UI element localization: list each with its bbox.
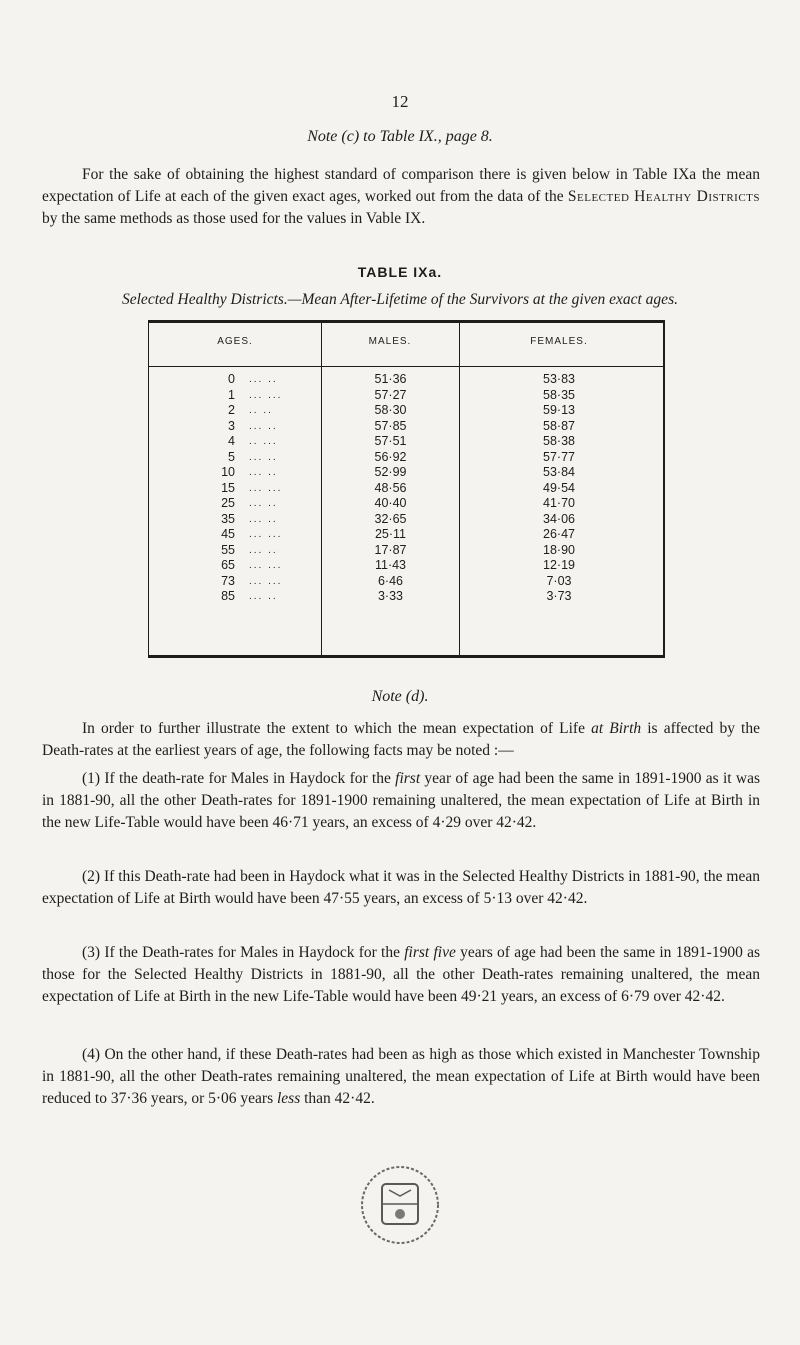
table-row [149, 496, 663, 512]
males-value: 11·43 [374, 558, 407, 572]
table-row [149, 558, 663, 574]
table-row [149, 574, 663, 590]
leader-dots: ... ... [249, 389, 283, 401]
point-4-italic: less [277, 1090, 301, 1107]
note-d-intro-italic: at Birth [591, 720, 642, 737]
females-value: 58·87 [543, 418, 575, 433]
females-value: 57·77 [543, 449, 575, 464]
males-value: 25·11 [374, 527, 407, 541]
age-cell: 45 [221, 527, 235, 541]
males-value: 32·65 [374, 511, 407, 526]
header-females: FEMALES. [530, 336, 588, 347]
females-value: 53·83 [543, 372, 575, 386]
point-3-italic: first five [404, 944, 456, 961]
life-table [148, 320, 665, 658]
leader-dots: ... ... [249, 575, 283, 587]
leader-dots: ... .. [249, 467, 278, 478]
intro-text-after: by the same methods as those used for the values in Vable IX. [42, 210, 426, 227]
table-row [149, 481, 663, 497]
library-seal-stamp [355, 1160, 445, 1250]
males-value: 40·40 [374, 496, 407, 510]
point-4-after: than 42·42. [300, 1090, 375, 1107]
table-row [149, 543, 663, 559]
females-value: 58·38 [543, 434, 575, 448]
leader-dots: ... .. [249, 374, 278, 385]
table-row [149, 403, 663, 419]
males-value: 57·51 [374, 434, 407, 448]
age-cell: 55 [221, 542, 235, 557]
table-title: TABLE IXa. [357, 264, 443, 280]
leader-dots: ... .. [249, 420, 278, 432]
age-cell: 5 [228, 449, 235, 464]
age-cell: 73 [221, 573, 235, 588]
age-cell: 15 [221, 480, 235, 495]
leader-dots: ... ... [249, 482, 283, 494]
age-cell: 2 [228, 403, 235, 417]
table-subtitle: Selected Healthy Districts.—Mean After-Lifetime of the Survivors at the given exact ages. [122, 291, 678, 308]
males-value: 6·46 [377, 573, 404, 588]
leader-dots: ... .. [249, 498, 278, 509]
age-cell: 65 [221, 558, 235, 572]
note-d-point-2: (2) If this Death-rate had been in Haydock what it was in the Selected Healthy Districts in 1881-90, the mean expectation of Life at Birth would have been 47·55 years, an excess of 5·13 over 42·42. [42, 868, 760, 907]
females-value: 12·19 [543, 558, 575, 572]
point-4-before: (4) On the other hand, if these Death-rates had been as high as those which existed in Manchester Township in 1881-90, all the other Death-rates remaining unaltered, the mean expectation of Life at Birth would have been reduced to 37·36 years, or 5·06 years [42, 1046, 760, 1107]
age-cell: 4 [228, 434, 235, 448]
table-row [149, 527, 663, 543]
intro-smallcaps: Selected Healthy Districts [567, 188, 761, 205]
table-row [149, 388, 663, 404]
seal-boss [395, 1209, 405, 1219]
females-value: 58·35 [543, 387, 575, 402]
leader-dots: ... .. [249, 451, 278, 463]
point-1-before: (1) If the death-rate for Males in Haydock for the [82, 770, 396, 787]
point-1-italic: first [395, 770, 421, 787]
header-rule [149, 366, 663, 367]
females-value: 3·73 [546, 589, 572, 603]
males-value: 17·87 [374, 542, 407, 557]
leader-dots: ... .. [249, 544, 278, 556]
leader-dots: ... .. [249, 513, 278, 525]
females-value: 18·90 [543, 542, 575, 557]
note-d-intro-after: is affected by the Death-rates at the earliest years of age, the following facts may be noted :— [42, 720, 760, 759]
note-d-point-4 [42, 1044, 760, 1110]
table-body [149, 372, 663, 605]
table-row [149, 589, 663, 605]
males-value: 58·30 [374, 403, 407, 417]
females-value: 41·70 [543, 496, 575, 510]
age-cell: 3 [228, 418, 235, 433]
males-value: 57·27 [374, 387, 407, 402]
header-males: MALES. [368, 336, 412, 347]
point-1-after: year of age had been the same in 1891-1900 as it was in 1881-90, all the other Death-rates for 1891-1900 remaining unaltered, the mean expectation of Life at Birth in the new Life-Table would have been 46·71 years, an excess of 4·29 over 42·42. [42, 770, 760, 831]
intro-paragraph [42, 164, 760, 230]
males-value: 51·36 [374, 372, 407, 386]
table-row [149, 434, 663, 450]
age-cell: 10 [221, 465, 235, 479]
page-number: 12 [391, 92, 409, 111]
age-cell: 0 [228, 372, 235, 386]
note-d-intro [42, 718, 760, 762]
females-value: 53·84 [543, 465, 575, 479]
table-row [149, 450, 663, 466]
table-row [149, 465, 663, 481]
note-d-point-3 [42, 942, 760, 1008]
note-c-heading: Note (c) to Table IX., page 8. [307, 128, 493, 145]
leader-dots: ... ... [249, 560, 283, 571]
males-value: 52·99 [374, 465, 407, 479]
table-row [149, 419, 663, 435]
leader-dots: .. ... [249, 436, 278, 447]
intro-text-before: For the sake of obtaining the highest standard of comparison there is given below in Table IXa the mean expectation of Life at each of the given exact ages, worked out from the data of the [42, 166, 760, 205]
leader-dots: .. .. [249, 405, 273, 416]
seal-chevron [389, 1190, 411, 1196]
leader-dots: ... ... [249, 529, 283, 540]
females-value: 7·03 [546, 573, 572, 588]
males-value: 57·85 [374, 418, 407, 433]
age-cell: 25 [221, 496, 235, 510]
header-ages: AGES. [217, 336, 253, 347]
females-value: 26·47 [543, 527, 575, 541]
females-value: 34·06 [543, 511, 575, 526]
leader-dots: ... .. [249, 591, 278, 602]
table-row [149, 372, 663, 388]
females-value: 59·13 [543, 403, 575, 417]
table-row [149, 512, 663, 528]
males-value: 56·92 [374, 449, 407, 464]
age-cell: 85 [221, 589, 235, 603]
males-value: 48·56 [374, 480, 407, 495]
age-cell: 1 [228, 387, 235, 402]
note-d-point-1 [42, 768, 760, 834]
females-value: 49·54 [543, 480, 575, 495]
age-cell: 35 [221, 511, 235, 526]
point-3-before: (3) If the Death-rates for Males in Haydock for the [82, 944, 405, 961]
note-d-intro-before: In order to further illustrate the extent to which the mean expectation of Life [82, 720, 592, 737]
note-d-heading: Note (d). [371, 688, 429, 705]
point-3-after: years of age had been the same in 1891-1900 as those for the Selected Healthy Districts in 1881-90, all the other Death-rates remaining unaltered, the mean expectation of Life at Birth in the new Life-Table would have been 49·21 years, an excess of 6·79 over 42·42. [42, 944, 761, 1005]
seal-ring [362, 1167, 438, 1243]
males-value: 3·33 [377, 589, 404, 603]
